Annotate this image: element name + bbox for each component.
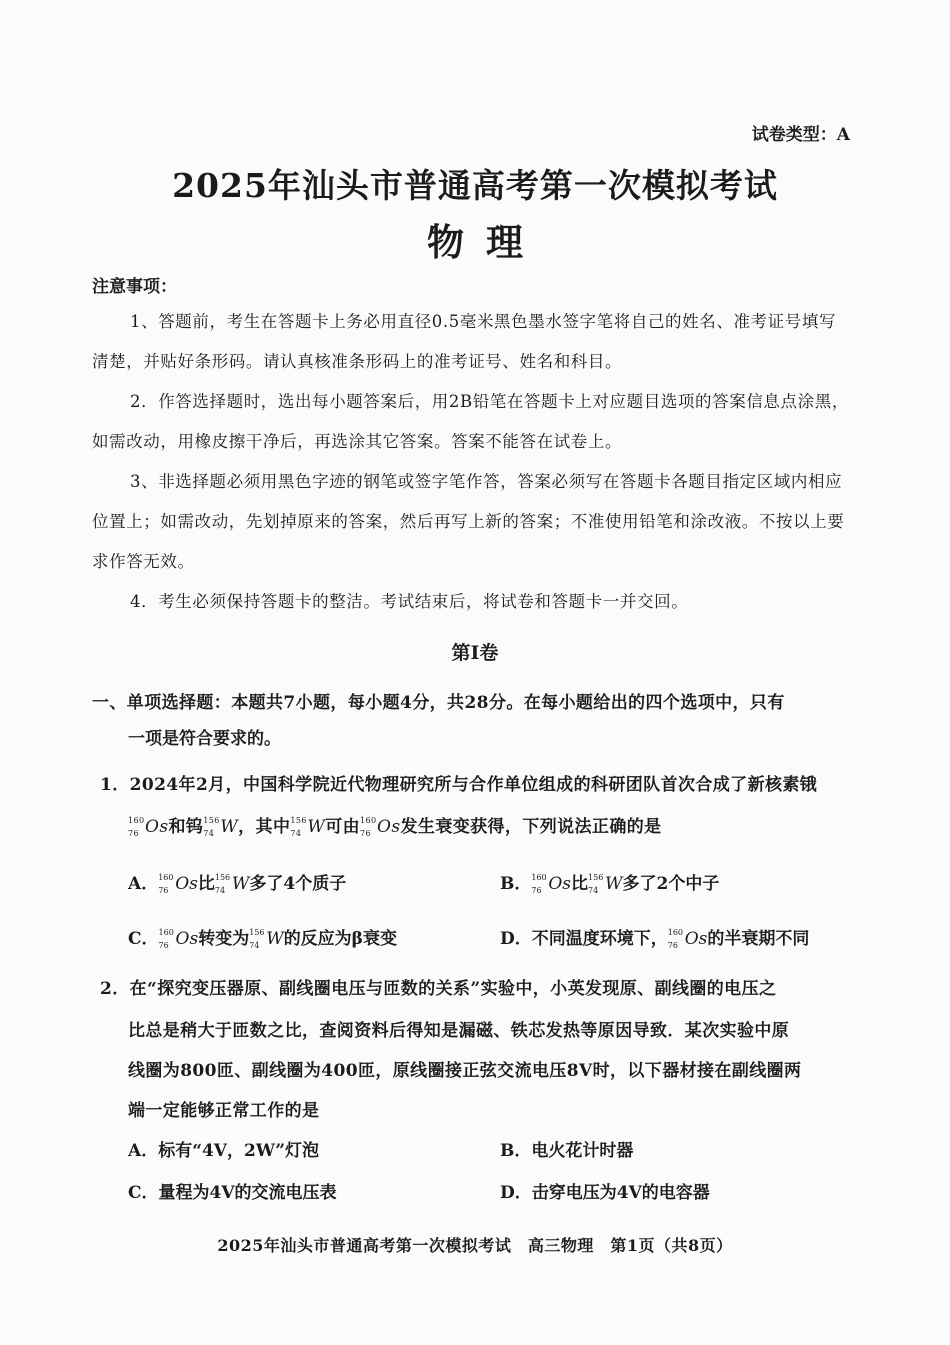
nuclide-w: 156 74 (203, 815, 220, 838)
q2-option-a: A．标有“4V，2W”灯泡 (128, 1141, 320, 1161)
note-item-3: 3、非选择题必须用黑色字迹的钢笔或签字笔作答，答案必须写在答题卡各题目指定区域内相应位置上；如需改动，先划掉原来的答案，然后再写上新的答案；不准使用铅笔和涂改液。不按以上要求作答无效。 (92, 472, 845, 571)
page-footer: 2025年汕头市普通高考第一次模拟考试 高三物理 第1页（共8页） (217, 1236, 733, 1255)
q1-option-d: D．不同温度环境下， 160 76 Os的半衰期不同 (500, 927, 810, 950)
q2-option-d: D．击穿电压为4V的电容器 (500, 1183, 710, 1203)
q1-option-b: B． 160 76 Os比 156 74 W多了2个中子 (500, 872, 720, 895)
q2-option-b: B．电火花计时器 (500, 1141, 634, 1161)
nuclide-os: 160 76 (360, 815, 377, 838)
section-title: 第Ⅰ卷 (451, 642, 499, 664)
paper-type-label: 试卷类型：A (751, 125, 850, 145)
note-item-4: 4．考生必须保持答题卡的整洁。考试结束后，将试卷和答题卡一并交回。 (130, 592, 689, 611)
q2-stem-line3: 线圈为800匝、副线圈为400匝，原线圈接正弦交流电压8V时，以下器材接在副线圈两 (128, 1061, 802, 1081)
q1-stem-line2: 160 76 Os和钨 156 74 W，其中 156 74 W可由 160 76 Os发生衰变获得，下列说法正确的是 (128, 815, 662, 838)
q2-stem-line4: 端一定能够正常工作的是 (128, 1101, 320, 1121)
q1-stem-line1: 1．2024年2月，中国科学院近代物理研究所与合作单位组成的科研团队首次合成了新核素锇 (100, 775, 818, 795)
part-instructions-cont: 一项是符合要求的。 (128, 729, 281, 749)
nuclide-os: 160 76 (128, 815, 145, 838)
q1-option-a: A． 160 76 Os比 156 74 W多了4个质子 (128, 872, 347, 895)
notes-heading: 注意事项： (92, 277, 177, 297)
q2-stem-line2: 比总是稍大于匝数之比，查阅资料后得知是漏磁、铁芯发热等原因导致．某次实验中原 (128, 1021, 790, 1041)
part-instructions: 一、单项选择题：本题共7小题，每小题4分，共28分。在每小题给出的四个选项中，只有 (92, 693, 785, 713)
note-item-2: 2．作答选择题时，选出每小题答案后，用2B铅笔在答题卡上对应题目选项的答案信息点涂黑，如需改动，用橡皮擦干净后，再选涂其它答案。答案不能答在试卷上。 (92, 392, 849, 451)
subject-title: 物理 (427, 220, 545, 264)
q1-option-c: C． 160 76 Os转变为 156 74 W的反应为β衰变 (128, 927, 397, 950)
nuclide-w: 156 74 (290, 815, 307, 838)
q2-option-c: C．量程为4V的交流电压表 (128, 1183, 337, 1203)
note-item-1: 1、答题前，考生在答题卡上务必用直径0.5毫米黑色墨水签字笔将自己的姓名、准考证号填写清楚，并贴好条形码。请认真核准条形码上的准考证号、姓名和科目。 (92, 312, 837, 371)
exam-title: 2025年汕头市普通高考第一次模拟考试 (172, 166, 778, 205)
q2-stem-line1: 2．在“探究变压器原、副线圈电压与匝数的关系”实验中，小英发现原、副线圈的电压之 (100, 979, 777, 999)
